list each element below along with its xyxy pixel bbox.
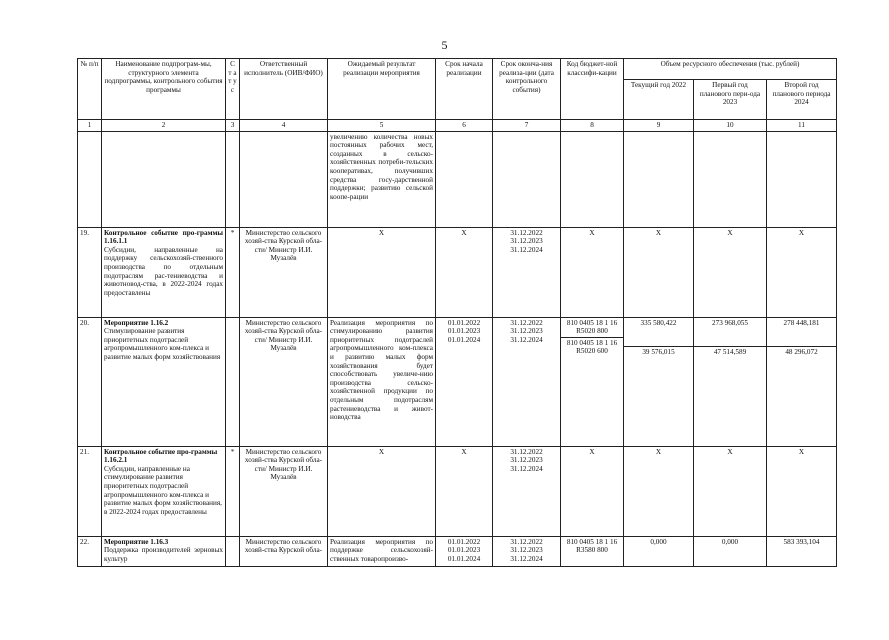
row-result: Х: [328, 446, 436, 536]
row-result: Х: [328, 227, 436, 317]
row-kbk: [561, 317, 624, 446]
page-number: 5: [441, 38, 448, 52]
header-row: [78, 59, 837, 80]
row-executor: Министерство сельского хозяй-ства Курской обла-: [240, 536, 328, 566]
row-kbk: Х: [561, 446, 624, 536]
column-number: 1: [78, 120, 102, 132]
row-executor: Министерство сельского хозяй-ства Курской обла-сти/ Министр И.И. Музалёв: [240, 317, 328, 446]
row-2022: 0,000: [624, 536, 694, 566]
row-2024: Х: [767, 227, 837, 317]
kbk-a: 810 0405 18 1 16 R5020 800: [561, 318, 623, 338]
header-executor: Ответственный исполнитель (ОИВ/ФИО): [240, 59, 328, 120]
header-kbk: Код бюджет-ной классифи-кации: [561, 59, 624, 120]
header-2022: Текущий год 2022: [624, 80, 694, 120]
header-start: Срок начала реализации: [436, 59, 493, 120]
row-status: *: [226, 446, 240, 536]
continuation-text: увеличению количества новых постоянных рабочих мест, созданных в сельско-хозяйственных потреби-тельских кооперативах, получивших средства госу-дарственной поддержки; развитию сельской коопе-рации: [328, 131, 436, 227]
row-2023: Х: [694, 227, 767, 317]
row-status: *: [226, 227, 240, 317]
header-end: Срок оконча-ния реализа-ции (дата контрольного события): [493, 59, 561, 120]
column-number: 6: [436, 120, 493, 132]
column-number: 9: [624, 120, 694, 132]
row-name-cell: [102, 227, 226, 317]
row-start: 01.01.2022 01.01.2023 01.01.2024: [436, 317, 493, 446]
value-2024-a: 278 448,181: [767, 318, 836, 347]
row-kbk: 810 0405 18 1 16 R3580 800: [561, 536, 624, 566]
row-start: Х: [436, 227, 493, 317]
header-num: № п/п: [78, 59, 102, 120]
table-row: [78, 446, 837, 536]
row-executor: Министерство сельского хозяй-ства Курской обла-сти/ Министр И.И. Музалёв: [240, 227, 328, 317]
row-number: 19.: [78, 227, 102, 317]
table-row-continuation: [78, 131, 837, 227]
row-2023: Х: [694, 446, 767, 536]
row-name-cell: [102, 317, 226, 446]
row-result: Реализация мероприятия по стимулированию развития приоритетных подотраслей агропромышленного ком-плекса и развитию малых форм хозяйствования будет способствовать увеличе-нию производства сельско-хозяйственной продукции по отдельным подотраслям растениеводства и живот-новодства: [328, 317, 436, 446]
row-desc: Субсидии, направленные на поддержку сельскохозяй-ственного производства по отдельным подотраслям рас-тениеводства и животновод-ства, в 2022-2024 годах предоставлены: [104, 245, 223, 297]
row-end: 31.12.2022 31.12.2023 31.12.2024: [493, 536, 561, 566]
row-kbk: Х: [561, 227, 624, 317]
row-title: Мероприятие 1.16.3: [104, 537, 169, 546]
row-desc: Поддержка производителей зерновых культур: [104, 546, 223, 563]
header-result: Ожидаемый результат реализации мероприятия: [328, 59, 436, 120]
column-number: 2: [102, 120, 226, 132]
row-status: [226, 317, 240, 446]
column-number: 10: [694, 120, 767, 132]
value-2023-a: 273 968,055: [694, 318, 766, 347]
row-number: 20.: [78, 317, 102, 446]
header-resource-group: Объем ресурсного обеспечения (тыс. рублей): [624, 59, 837, 80]
row-title: Контрольное событие про-граммы 1.16.2.1: [104, 447, 218, 465]
row-number: 22.: [78, 536, 102, 566]
row-name-cell: [102, 536, 226, 566]
row-2024: 583 393,104: [767, 536, 837, 566]
column-number: 7: [493, 120, 561, 132]
column-number: 4: [240, 120, 328, 132]
row-end: 31.12.2022 31.12.2023 31.12.2024: [493, 227, 561, 317]
row-result: Реализация мероприятия по поддержке сельскохозяй-ственных товаропроизво-: [328, 536, 436, 566]
table-row: [78, 227, 837, 317]
row-start: 01.01.2022 01.01.2023 01.01.2024: [436, 536, 493, 566]
row-desc: Субсидии, направленные на стимулирование развития приоритетных подотраслей агропромышленного ком-плекса и развитие малых форм хозяйствования, в 2022-2024 годах предоставлены: [104, 464, 222, 516]
row-end: 31.12.2022 31.12.2023 31.12.2024: [493, 317, 561, 446]
row-number: 21.: [78, 446, 102, 536]
value-2024-b: 48 296,072: [785, 347, 818, 356]
header-2023: Первый год планового пери-ода 2023: [694, 80, 767, 120]
row-2022: Х: [624, 446, 694, 536]
column-number: 5: [328, 120, 436, 132]
row-name-cell: [102, 446, 226, 536]
column-number: 3: [226, 120, 240, 132]
column-number: 11: [767, 120, 837, 132]
row-end: 31.12.2022 31.12.2023 31.12.2024: [493, 446, 561, 536]
row-desc: Стимулирование развития приоритетных подотраслей агропромышленного ком-плекса и развитие малых форм хозяйствования: [104, 327, 221, 361]
row-2022: Х: [624, 227, 694, 317]
value-2022-a: 335 580,422: [624, 318, 693, 347]
row-2022: [624, 317, 694, 446]
column-number: 8: [561, 120, 624, 132]
kbk-b: 810 0405 18 1 16 R5020 600: [566, 338, 618, 356]
row-status: [226, 536, 240, 566]
header-name: Наименование подпрограм-мы, структурного элемента подпрограммы, контрольного события программы: [102, 59, 226, 120]
value-2022-b: 39 576,015: [642, 347, 675, 356]
header-status: С т а т у с: [226, 59, 240, 120]
table-row: [78, 536, 837, 566]
row-2023: [694, 317, 767, 446]
column-numbers-row: [78, 120, 837, 132]
table-row: [78, 317, 837, 446]
row-executor: Министерство сельского хозяй-ства Курской обла-сти/ Министр И.И. Музалёв: [240, 446, 328, 536]
row-2024: Х: [767, 446, 837, 536]
row-title: Мероприятие 1.16.2: [104, 318, 169, 327]
resource-table: [77, 58, 837, 567]
header-2024: Второй год планового периода 2024: [767, 80, 837, 120]
value-2023-b: 47 514,589: [713, 347, 747, 356]
row-title: Контрольное событие про-граммы 1.16.1.1: [104, 228, 223, 246]
row-2023: 0,000: [694, 536, 767, 566]
row-start: Х: [436, 446, 493, 536]
row-2024: [767, 317, 837, 446]
